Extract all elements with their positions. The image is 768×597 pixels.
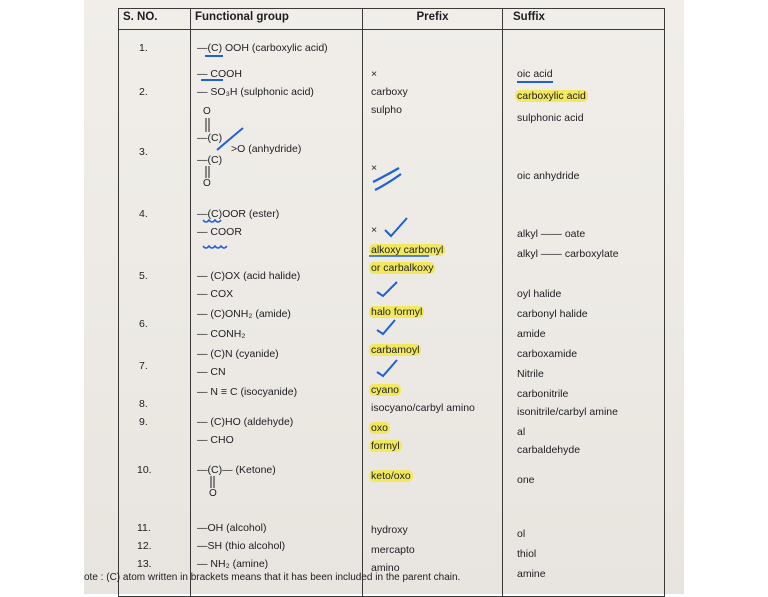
prefix-oxo: oxo bbox=[371, 422, 388, 434]
prefix-halo-formyl: halo formyl bbox=[371, 306, 423, 318]
group-amide: — (C)ONH₂ (amide) bbox=[197, 308, 291, 320]
sno-4: 4. bbox=[139, 208, 148, 220]
suffix-sulphonic-acid: sulphonic acid bbox=[517, 112, 584, 124]
prefix-hydroxy: hydroxy bbox=[371, 524, 408, 536]
suffix-carboxylic-acid: carboxylic acid bbox=[517, 90, 586, 102]
prefix-column bbox=[363, 30, 503, 597]
prefix-isocyano: isocyano/carbyl amino bbox=[371, 402, 475, 414]
suffix-carboxamide: carboxamide bbox=[517, 348, 578, 360]
group-anhydride-c2: —(C) bbox=[197, 154, 223, 166]
group-cooh: — COOH bbox=[197, 68, 242, 80]
header-suffix: Suffix bbox=[503, 9, 665, 30]
group-conh2: — CONH₂ bbox=[197, 328, 246, 340]
group-isocyanide: — N ≡ C (isocyanide) bbox=[197, 386, 298, 398]
table-header-row bbox=[119, 9, 665, 30]
sno-2: 2. bbox=[139, 86, 148, 98]
suffix-carbonitrile: carbonitrile bbox=[517, 388, 569, 400]
group-coor: — COOR bbox=[197, 226, 242, 238]
group-cox: — COX bbox=[197, 288, 234, 300]
suffix-isonitrile: isonitrile/carbyl amine bbox=[517, 406, 618, 418]
prefix-formyl: formyl bbox=[371, 440, 400, 452]
suffix-alkyl-carboxylate: alkyl —— carboxylate bbox=[517, 248, 619, 260]
sno-10: 10. bbox=[137, 464, 152, 476]
group-cho: — CHO bbox=[197, 434, 234, 446]
sno-column bbox=[119, 30, 191, 597]
suffix-alkyl-oate: alkyl —— oate bbox=[517, 228, 586, 240]
sno-6: 6. bbox=[139, 318, 148, 330]
group-acid-halide: — (C)OX (acid halide) bbox=[197, 270, 301, 282]
suffix-column bbox=[503, 30, 665, 597]
suffix-oyl-halide: oyl halide bbox=[517, 288, 562, 300]
group-thio-alcohol: —SH (thio alcohol) bbox=[197, 540, 286, 552]
group-ketone: —(C)— (Ketone) bbox=[197, 464, 276, 476]
group-amine: — NH₂ (amine) bbox=[197, 558, 269, 570]
group-alcohol: —OH (alcohol) bbox=[197, 522, 267, 534]
header-prefix: Prefix bbox=[363, 9, 503, 30]
suffix-carbaldehyde: carbaldehyde bbox=[517, 444, 581, 456]
sno-9: 9. bbox=[139, 416, 148, 428]
group-cn: — CN bbox=[197, 366, 226, 378]
pen-underline-oic bbox=[503, 30, 665, 596]
prefix-carbamoyl: carbamoyl bbox=[371, 344, 420, 356]
suffix-al: al bbox=[517, 426, 526, 438]
table-body-row bbox=[119, 30, 665, 597]
suffix-one: one bbox=[517, 474, 535, 486]
sno-13: 13. bbox=[137, 558, 152, 570]
prefix-cross-4: × bbox=[371, 224, 378, 236]
footnote: ote : (C) atom written in brackets means that it has been included in the parent chain. bbox=[84, 572, 461, 583]
sno-11: 11. bbox=[137, 522, 151, 534]
group-cyanide: — (C)N (cyanide) bbox=[197, 348, 279, 360]
suffix-carbonyl-halide: carbonyl halide bbox=[517, 308, 588, 320]
prefix-mercapto: mercapto bbox=[371, 544, 415, 556]
prefix-cyano: cyano bbox=[371, 384, 400, 396]
header-functional-group: Functional group bbox=[191, 9, 363, 30]
functional-group-table bbox=[118, 8, 665, 597]
group-ketone-o: O bbox=[209, 488, 217, 499]
group-aldehyde: — (C)HO (aldehyde) bbox=[197, 416, 294, 428]
prefix-alkoxy-carbonyl: alkoxy carbonyl bbox=[371, 244, 444, 256]
group-anhydride-c1: —(C) bbox=[197, 132, 223, 144]
group-anhydride-label: >O (anhydride) bbox=[231, 143, 302, 155]
sno-1: 1. bbox=[139, 42, 148, 54]
prefix-carboxy: carboxy bbox=[371, 86, 408, 98]
suffix-ol: ol bbox=[517, 528, 526, 540]
group-ester: —(C)OOR (ester) bbox=[197, 208, 280, 220]
prefix-sulpho: sulpho bbox=[371, 104, 402, 116]
header-sno: S. NO. bbox=[119, 9, 191, 30]
suffix-oic-acid: oic acid bbox=[517, 68, 553, 80]
suffix-nitrile: Nitrile bbox=[517, 368, 544, 380]
prefix-cross-1: × bbox=[371, 68, 378, 80]
functional-group-column bbox=[191, 30, 363, 597]
sno-7: 7. bbox=[139, 360, 148, 372]
prefix-keto-oxo: keto/oxo bbox=[371, 470, 411, 482]
prefix-amino: amino bbox=[371, 562, 400, 574]
suffix-amine: amine bbox=[517, 568, 546, 580]
pen-underlines bbox=[191, 30, 363, 596]
suffix-amide: amide bbox=[517, 328, 546, 340]
sno-5: 5. bbox=[139, 270, 148, 282]
prefix-carbalkoxy: or carbalkoxy bbox=[371, 262, 434, 274]
group-anhydride-o-top: O bbox=[203, 106, 211, 117]
sno-3: 3. bbox=[139, 146, 148, 158]
suffix-oic-anhydride: oic anhydride bbox=[517, 170, 580, 182]
sno-12: 12. bbox=[137, 540, 152, 552]
prefix-cross-3: × bbox=[371, 162, 378, 174]
sno-8: 8. bbox=[139, 398, 148, 410]
suffix-thiol: thiol bbox=[517, 548, 537, 560]
group-carboxylic-acid: —(C) OOH (carboxylic acid) bbox=[197, 42, 328, 54]
group-anhydride-o-bottom: O bbox=[203, 178, 211, 189]
group-sulphonic-acid: — SO₃H (sulphonic acid) bbox=[197, 86, 314, 98]
pen-checkmarks bbox=[363, 30, 503, 596]
